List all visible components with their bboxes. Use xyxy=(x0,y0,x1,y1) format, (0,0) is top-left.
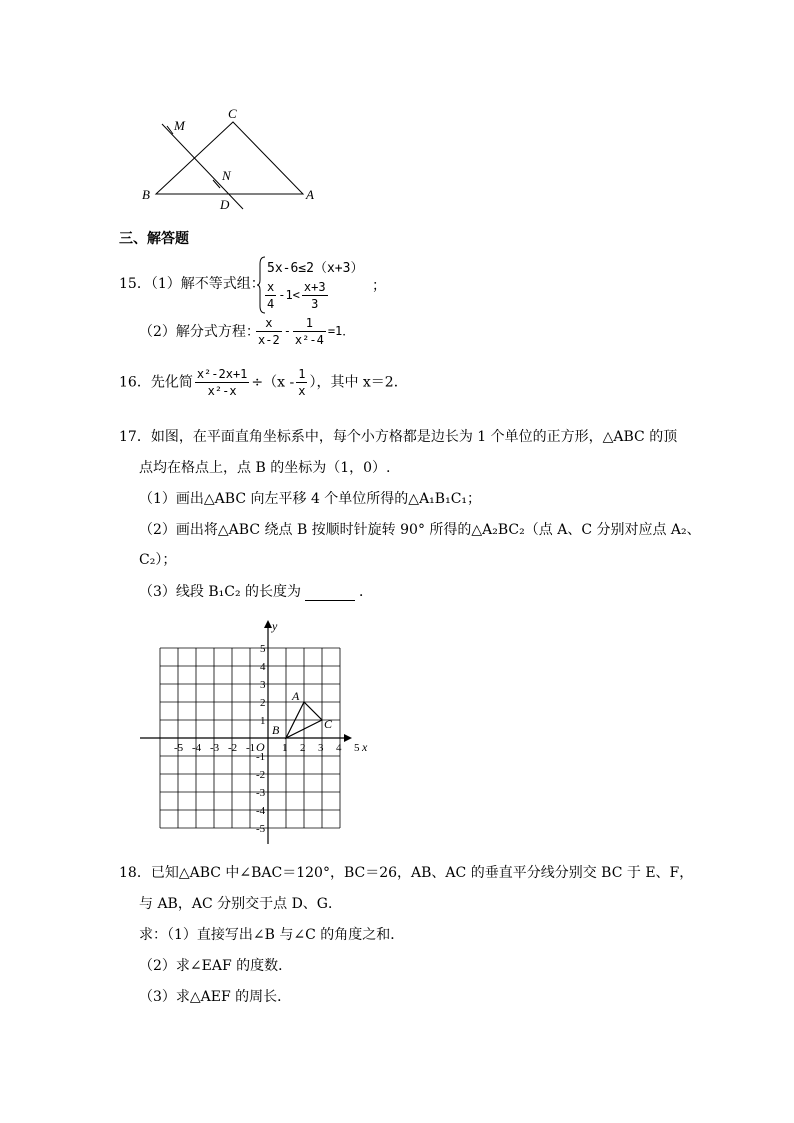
q18-line1: 18．已知△ABC 中∠BAC＝120°，BC＝26，AB、AC 的垂直平分线分别交 BC 于 E、F， xyxy=(119,865,694,881)
y-tick-label: 5 xyxy=(260,643,266,655)
y-tick-label: -4 xyxy=(256,805,266,817)
x-tick-label: -1 xyxy=(246,742,256,754)
y-axis-arrow-icon xyxy=(264,620,272,628)
label-b: B xyxy=(142,187,150,202)
eq-n1: x xyxy=(256,315,282,332)
eq-n2: 1 xyxy=(293,315,326,332)
q16-frac-den: x²-x xyxy=(207,384,237,398)
x-tick-label: -5 xyxy=(174,742,184,754)
q18-part3: （3）求△AEF 的周长． xyxy=(139,989,292,1005)
q15-part1 xyxy=(119,275,265,293)
y-tick-label: 1 xyxy=(260,715,266,727)
q17-part2a: （2）画出将△ABC 绕点 B 按顺时针旋转 90° 所得的△A₂BC₂（点 A、C 分别对应点 A₂、 xyxy=(139,522,701,538)
answer-blank xyxy=(305,586,355,601)
y-tick-label: -5 xyxy=(256,823,266,835)
eq-d1: x-2 xyxy=(258,333,280,347)
grid-label-a: A xyxy=(292,689,300,703)
label-m: M xyxy=(174,118,185,133)
q17-part3b: ． xyxy=(359,584,374,600)
q18-part2: （2）求∠EAF 的度数． xyxy=(139,958,293,974)
q17-part3 xyxy=(139,583,373,601)
x-tick-label: 2 xyxy=(300,742,306,754)
section-title: 三、解答题 xyxy=(119,231,189,247)
q16-in-num: 1 xyxy=(298,367,306,381)
ineq2-den: 4 xyxy=(267,297,275,311)
grid-label-b: B xyxy=(272,723,280,737)
inequality-1: 5x-6≤2（x+3） xyxy=(267,261,364,276)
x-tick-label: 3 xyxy=(318,742,324,754)
q16-in-den: x xyxy=(298,384,306,398)
y-tick-label: 2 xyxy=(260,697,266,709)
x-tick-label: -2 xyxy=(228,742,238,754)
x-axis-label: x xyxy=(362,740,368,754)
eq-minus: - xyxy=(283,324,291,338)
y-tick-label: -3 xyxy=(256,787,266,799)
label-c: C xyxy=(228,106,237,121)
ineq2-num: x xyxy=(267,280,275,294)
label-d: D xyxy=(220,197,230,212)
q17-part1: （1）画出△ABC 向左平移 4 个单位所得的△A₁B₁C₁； xyxy=(139,491,482,507)
x-axis-arrow-icon xyxy=(344,734,352,742)
y-axis-label: y xyxy=(272,619,278,633)
fraction-equation xyxy=(254,315,354,348)
y-tick-label: -1 xyxy=(256,751,266,763)
label-n: N xyxy=(222,168,231,183)
q18-line2: 与 AB，AC 分别交于点 D、G． xyxy=(139,896,342,912)
triangle-figure xyxy=(140,100,340,215)
q17-line2: 点均在格点上，点 B 的坐标为（1，0）. xyxy=(139,460,391,476)
q17-part3a: （3）线段 B₁C₂ 的长度为 xyxy=(139,584,302,600)
q16 xyxy=(119,366,408,399)
q15-part2: （2）解分式方程： xyxy=(139,324,260,340)
ineq2-rnum: x+3 xyxy=(303,280,326,294)
origin-label: O xyxy=(256,740,265,754)
q16-op: ÷（x - xyxy=(251,374,295,391)
x-tick-label: 4 xyxy=(336,742,342,754)
x-tick-label: -4 xyxy=(192,742,202,754)
label-a: A xyxy=(306,187,314,202)
coordinate-grid xyxy=(138,618,368,848)
q15-number: 15． xyxy=(119,276,151,292)
y-tick-label: 4 xyxy=(260,661,266,673)
q16-tail: ），其中 x＝2． xyxy=(309,374,408,391)
ineq2-rden: 3 xyxy=(311,297,319,311)
y-tick-label: -2 xyxy=(256,769,266,781)
q15-p1-label: （1）解不等式组： xyxy=(150,276,265,292)
ineq2-mid: -1< xyxy=(278,288,300,302)
grid-label-c: C xyxy=(324,717,333,731)
bisector-line xyxy=(162,124,243,209)
tick-labels xyxy=(174,643,360,835)
q17-line1: 17．如图，在平面直角坐标系中，每个小方格都是边长为 1 个单位的正方形，△ABC 的顶 xyxy=(119,429,678,445)
x-tick-label: 5 xyxy=(354,742,360,754)
q18-part1: 求：（1）直接写出∠B 与∠C 的角度之和． xyxy=(139,927,405,943)
q16-frac-num: x²-2x+1 xyxy=(196,367,248,381)
y-tick-label: 3 xyxy=(260,679,266,691)
q16-lead: 16．先化简 xyxy=(119,374,193,391)
x-tick-label: 1 xyxy=(282,742,288,754)
eq-d2: x²-4 xyxy=(294,333,324,347)
x-tick-label: -3 xyxy=(210,742,220,754)
inequality-2 xyxy=(263,279,330,312)
q17-part2b: C₂）； xyxy=(139,552,177,568)
eq-rhs: =1． xyxy=(327,324,355,338)
q15-semicolon: ； xyxy=(372,278,386,294)
